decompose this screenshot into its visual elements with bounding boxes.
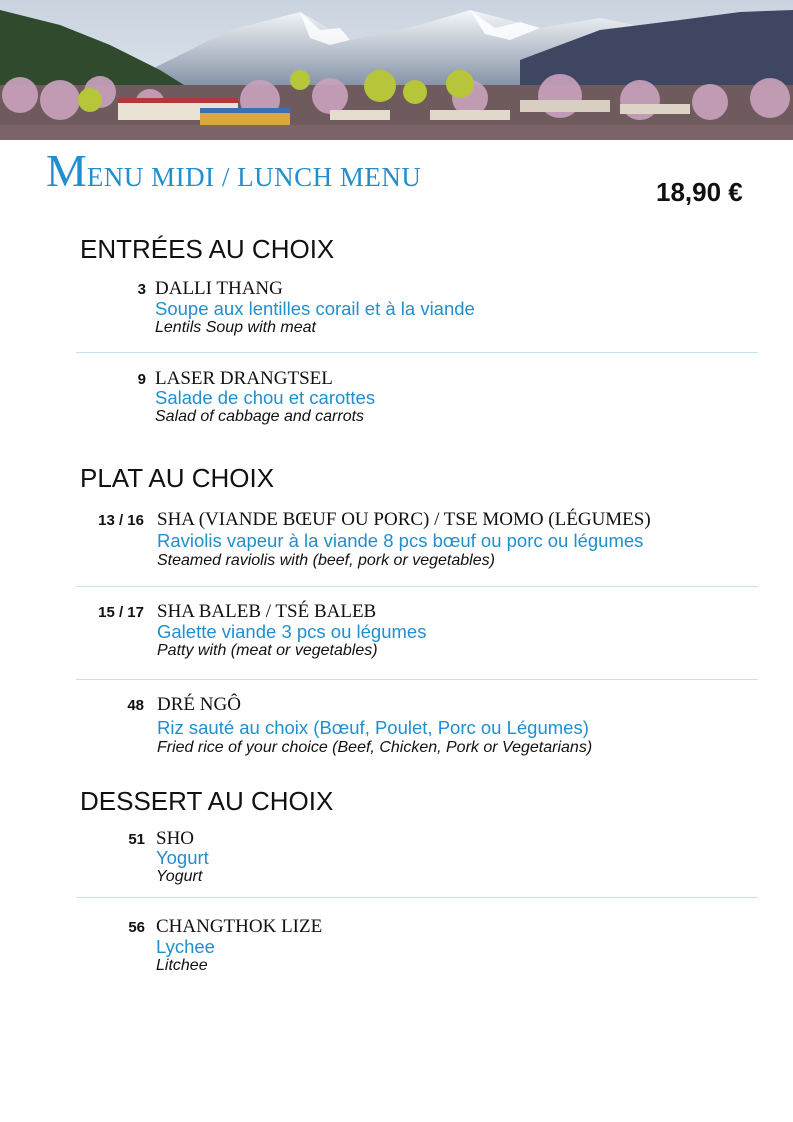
menu-price: 18,90 € <box>656 177 743 207</box>
mountain-village-banner-image <box>0 0 793 140</box>
divider <box>76 679 758 680</box>
item-english-description: Yogurt <box>156 868 203 885</box>
item-name: SHA (VIANDE BŒUF OU PORC) / TSE MOMO (LÉGUMES) <box>157 509 651 530</box>
divider <box>76 352 758 353</box>
item-number: 51 <box>128 831 145 848</box>
section-heading-dessert: DESSERT AU CHOIX <box>80 786 334 816</box>
item-french-description: Raviolis vapeur à la viande 8 pcs bœuf ou porc ou légumes <box>157 530 644 551</box>
item-french-description: Soupe aux lentilles corail et à la viande <box>155 298 475 319</box>
item-number: 15 / 17 <box>98 604 144 621</box>
item-english-description: Salad of cabbage and carrots <box>155 408 365 425</box>
menu-title-initial: M <box>46 145 87 196</box>
item-name: SHO <box>156 828 195 849</box>
item-english-description: Fried rice of your choice (Beef, Chicken, Pork or Vegetarians) <box>157 739 593 756</box>
item-english-description: Patty with (meat or vegetables) <box>157 642 378 659</box>
item-french-description: Salade de chou et carottes <box>155 387 376 408</box>
item-english-description: Litchee <box>156 957 208 974</box>
item-english-description: Steamed raviolis with (beef, pork or vegetables) <box>157 552 495 569</box>
item-name: CHANGTHOK LIZE <box>156 916 323 937</box>
item-french-description: Lychee <box>156 936 215 957</box>
item-number: 56 <box>128 919 145 936</box>
item-english-description: Lentils Soup with meat <box>155 319 316 336</box>
section-heading-plat: PLAT AU CHOIX <box>80 463 275 493</box>
item-number: 48 <box>127 697 144 714</box>
item-number: 3 <box>137 281 146 298</box>
item-number: 9 <box>137 371 146 388</box>
item-name: LASER DRANGTSEL <box>155 368 333 389</box>
menu-title <box>46 145 422 196</box>
item-name: SHA BALEB / TSÉ BALEB <box>157 601 377 622</box>
divider <box>76 586 758 587</box>
section-heading-entrees: ENTRÉES AU CHOIX <box>80 234 335 264</box>
divider <box>76 897 758 898</box>
item-french-description: Galette viande 3 pcs ou légumes <box>157 621 427 642</box>
item-name: DRÉ NGÔ <box>157 694 241 715</box>
item-french-description: Yogurt <box>156 847 209 868</box>
menu-title-rest: ENU MIDI / LUNCH MENU <box>86 162 422 192</box>
item-name: DALLI THANG <box>155 278 283 299</box>
item-french-description: Riz sauté au choix (Bœuf, Poulet, Porc ou Légumes) <box>157 717 589 738</box>
item-number: 13 / 16 <box>98 512 144 529</box>
